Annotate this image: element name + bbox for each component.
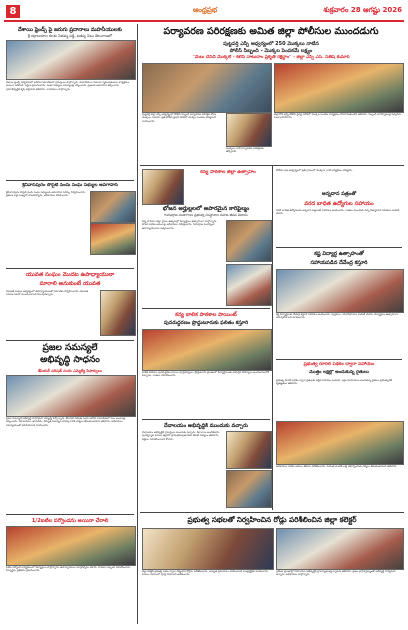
left-h4-sub: కేపియర్ పరిషత్ నందు ఎమ్మెల్యే సిఫార్సులు bbox=[38, 368, 102, 373]
top-story-body: పుట్టపర్తి జిల్లా ఎస్పీ ఆధ్వర్యంలో పోలీస్ సిబ్బంది పర్యావరణ పరిరక్షణ కోసం మొక్కలు నాటారు. ప్రతి పోలీస్ స్టేషన్ పరిధిలో మొక్కల పెంపకం చేపట్టాలని సూచించారు. bbox=[142, 113, 217, 123]
right-body-4: అధికారులు పథకం అమలు తీరును పరిశీలించారు. మరింత మందికి లబ్ధి చేకూర్చేందుకు చర్యలు తీసుకుంటామని తెలిపారు. bbox=[276, 465, 398, 468]
left-h2: శ్రీనివాసపురం సొసైటీ నందు సంఘ సభ్యుల అవగాహన bbox=[22, 183, 118, 188]
top-story-sub2: పోలీస్ సిబ్బంది - మొక్కల పెంపకమే లక్ష్యం bbox=[229, 48, 313, 54]
mid-photo-5 bbox=[226, 431, 272, 469]
right-h2b: సహాయపడిన దేవేంద్ర కస్తూరి bbox=[310, 260, 368, 266]
left-photo-4 bbox=[100, 290, 136, 336]
col-divider-right bbox=[272, 166, 273, 510]
mid-h1b: భోజన అర్హుల్లలలో అపారమైన కారిఫైల్మం bbox=[162, 206, 250, 212]
left-photo-2 bbox=[90, 191, 136, 223]
top-story-sub3: "మేలు చేసేది మొక్కలే - కలిసి నాటుదాం ప్రకృతి రక్షిద్దాం" - జిల్లా ఎస్పీ ఎస్. సతీష్ కుమార్ bbox=[192, 55, 350, 60]
left-sep-2 bbox=[6, 268, 134, 269]
top-story-headline: పర్యావరణ పరిరక్షణకు అమిత జిల్లా పోలీసుల ముందడుగు bbox=[163, 26, 379, 37]
page-number: 8 bbox=[9, 6, 17, 17]
right-sep-2 bbox=[276, 359, 402, 360]
bottom-body-1: జిల్లా కలెక్టర్ ప్రభుత్వ సభల ద్వారా నిర్మించిన రోడ్లను పరిశీలించారు. నాణ్యత ప్రమాణాలు పాటించాలని కాంట్రాక్టర్లకు సూచించారు. పనులు సకాలంలో పూర్తి చేయాలని ఆదేశించారు. bbox=[142, 570, 269, 577]
left-h3a: యువత సంఘం మొదట ఉపాధ్యాయులా bbox=[25, 272, 115, 278]
right-body-1: వరద బాధిత ఉద్యోగులకు అన్నదాన పత్రాలతో సహాయం అందించారు. దాతలు ముందుకు వచ్చి నిత్యావసర సరుకులు పంపిణీ చేశారు. bbox=[276, 209, 400, 216]
top-story-photo-small bbox=[226, 113, 272, 147]
left-photo-6 bbox=[6, 526, 136, 566]
mid-h3: దేవాలయం అభివృద్ధికి ముందుకు వచ్చారు bbox=[164, 423, 248, 429]
bottom-story-headline: ప్రభుత్వ సభలతో నిర్వహించిన రోడ్లు పరిశీలించిన జిల్లా కలెక్టర్ bbox=[187, 515, 357, 524]
left-sep-4 bbox=[6, 514, 134, 515]
top-story-body-3: జిల్లాలోని అన్ని పోలీస్ స్టేషన్ల పరిధిలో మొక్కల పెంపకం కార్యక్రమం కొనసాగుతుందని తెలిపారు. సిబ్బంది భాగస్వాములై పచ్చదనం పెంచాలని కోరారు. bbox=[274, 113, 402, 120]
mid-h1-sub: గురుపూజ సంతాగాలు ప్రభుత్వ సంస్థానాల సహజ జీవన విధానం bbox=[164, 213, 248, 217]
left-h4a: ప్రజల సమస్యలే bbox=[42, 343, 98, 353]
left-photo-5 bbox=[6, 375, 136, 417]
right-h3b: మొత్తం లక్షల్లో అందుకున్న రైతులు bbox=[309, 370, 369, 375]
bottom-story-rule bbox=[140, 512, 404, 513]
page-number-box bbox=[6, 5, 20, 18]
left-body-5: ఐటిల పర్వొండ కార్యక్రమంలో విద్యార్థులు పాల్గొన్నారు. ఉపాధ్యాయులు మార్గదర్శనం చేశారు. పాఠశాల సిబ్బంది సహకరించారు. విద్యార్థుల ప్రతిభను ప్రశంసించారు. bbox=[6, 566, 131, 573]
mid-photo-3 bbox=[226, 264, 272, 306]
bottom-photo-1 bbox=[142, 528, 274, 570]
left-h5: 1/2ఐటిల పర్వొండను అయినా చేరాలి bbox=[31, 518, 109, 524]
left-body-4: ప్రజల సమస్యలే అభివృద్ధి సాధనమని ఎమ్మెల్యే పేర్కొన్నారు. కేపియర్ పరిషత్ నందు జరిగిన సమావేశంలో పలు అంశాలపై చర్చించారు. రహదారులు, తాగునీరు, విద్యుత్ సమస్యల పరిష్కారానికి చర్యలు తీసుకుంటామని తెలిపారు. అధికారులు సమన్వయంతో పనిచేయాలని సూచించారు. bbox=[6, 417, 126, 427]
left-photo-3 bbox=[90, 223, 136, 255]
left-h1-sub: శ్రీ దర్గాలయాల కలశం సీతమ్మ పడ్డీ, ఐతప్ప పేటు తెలంగాణలో bbox=[27, 34, 113, 38]
mid-photo-2 bbox=[226, 220, 272, 262]
top-story-photo-left bbox=[142, 63, 272, 113]
mid-photo-1 bbox=[142, 169, 184, 205]
right-body-0: పోలీసు శాఖ ఆధ్వర్యంలో ప్రతి గ్రామంలో మొక్కలు నాటే కార్యక్రమం చేపట్టారు. bbox=[276, 169, 353, 172]
right-h1b: వరద బాధిత ఉద్యోగుల సహాయం bbox=[304, 201, 374, 207]
right-body-2: కష్ట విద్యార్థులకు దేవేంద్ర కస్తూరి సహాయం అందించారు. పుస్తకాలు, యూనిఫారాలు పంపిణీ చేశారు. విద్యార్థులు ఉత్సాహంగా చదువుకోవాలని సూచించారు. bbox=[276, 313, 399, 320]
right-sep-1 bbox=[276, 247, 402, 248]
bottom-body-2: గ్రామీణ ప్రాంతాల్లో రహదారుల అభివృద్ధికి ప్రాధాన్యత ఇస్తున్నామని తెలిపారు. ప్రజల భాగస్వామ్యంతో అభివృద్ధి సాధ్యమని అన్నారు. అధికారులు పాల్గొన్నారు. bbox=[276, 570, 396, 577]
header-rule bbox=[4, 20, 404, 22]
mid-h2a: కన్య బాలిక పాఠశాల పాయింట్ bbox=[175, 312, 237, 318]
mid-photo-4 bbox=[142, 329, 272, 371]
right-photo-2 bbox=[276, 421, 404, 465]
right-h2a: కష్ట విద్యార్ధ ఉత్సాహంతో bbox=[314, 251, 364, 257]
left-h3b: మారాలి అనుకుంటే యువత bbox=[39, 281, 101, 287]
right-body-3: ప్రభుత్వ రూరల్ పథకం ద్వారా రైతులకు ఆర్థిక సహాయం అందింది. లక్షల రూపాయలు అందుకున్న రైతులు ప్రభుత్వానికి కృతజ్ఞతలు తెలిపారు. bbox=[276, 379, 392, 386]
left-body-1: దేశాయి ఫ్రెండ్స్ నిర్వహణలో జరిగిన సమావేశంలో గ్రామస్తులు పాల్గొన్నారు. మహనీయుల సేవలను స్మరించుకుంటూ కార్యక్రమం ఘనంగా జరిగింది. పెద్దలు ప్రసంగించారు. సంఘ సభ్యులు సమస్యలపై చర్చించారు. ప్రజలకు అవగాహన కల్పించారు. గ్రామాభివృద్ధికి కృషి చేస్తామని తెలిపారు. నాయకులు పాల్గొన్నారు. bbox=[6, 81, 130, 91]
mid-sep-2 bbox=[142, 419, 270, 420]
mid-body-2: బాలిక పాఠశాల పునరుద్ధరణ పనులు పూర్తయ్యాయి. ప్రొద్దుటూరు ప్రాంతంలో విద్యార్థినులకు మెరుగైన సౌకర్యాలు అందుబాటులోకి వచ్చాయి. దాతలు సహకరించారు. bbox=[142, 371, 270, 378]
col-divider-left bbox=[137, 24, 138, 624]
mid-sep-1 bbox=[142, 308, 270, 309]
top-story-photo-right bbox=[274, 63, 404, 113]
mid-h1a: కన్య పాఠశాల జిల్లా ఉత్సాహం bbox=[200, 170, 256, 175]
masthead: ఆంధ్రప్రభ bbox=[192, 6, 218, 14]
left-body-3: యువత సంఘం ఆధ్వర్యంలో ఉపాధ్యాయులతో సమావేశం నిర్వహించారు. యువత సమాజ సేవలో ముందుండాలని పిలుపునిచ్చారు. bbox=[6, 290, 88, 297]
right-h1a: అన్నదాన పత్రంతో bbox=[321, 191, 357, 197]
right-photo-1 bbox=[276, 269, 404, 313]
mid-photo-6 bbox=[226, 470, 272, 508]
left-photo-1 bbox=[6, 40, 136, 80]
mid-body-1: కన్య పాఠశాల జిల్లా స్థాయి ఉత్సవాల్లో విద్యార్థులు ఉత్సాహంగా పాల్గొన్నారు. భోజన పథకం అమలుపై అధికారులు సమీక్షించారు. గురుపూజ సందర్భంగా ఉపాధ్యాయులను సత్కరించారు. bbox=[142, 220, 217, 230]
left-body-2: శ్రీనివాసపురం సొసైటీ నందు సంఘ సభ్యులకు అవగాహన సదస్సు నిర్వహించారు. రైతులు పెద్ద సంఖ్యలో హాజరయ్యారు. అధికారులు వివరించారు. bbox=[6, 191, 86, 198]
bottom-photo-2 bbox=[276, 528, 404, 570]
mid-h2b: పునరుద్ధరణం ప్రొద్దుటూరుకు ఫలితం కస్తూరి bbox=[163, 320, 249, 326]
left-h4b: అభివృద్ధి సాధనం bbox=[40, 355, 100, 365]
left-h1: దేశాయి ఫ్రెండ్స్ పై జరుగు ప్రదానాలు మహనీయులకు bbox=[18, 27, 122, 33]
mid-body-3: దేవాలయం అభివృద్ధికి గ్రామస్తులు ముందుకు వచ్చారు. విరాళాలు అందజేశారు. పునర్నిర్మాణ పనులు త్వరలో ప్రారంభమవుతాయని కమిటీ సభ్యులు తెలిపారు. భక్తులు సహకరించాలని కోరారు. bbox=[142, 431, 220, 441]
left-sep-1 bbox=[6, 180, 134, 181]
page-date: శుక్రవారం 28 ఆగష్టు 2026 bbox=[323, 6, 402, 14]
right-h3a: ప్రభుత్వ రూరల్ పథకం ద్వారా సహాయం bbox=[303, 362, 375, 367]
top-story-sub1: పుట్టపర్తి ఎస్పీ ఆధ్వర్యంలో 250 మొక్కలు నాటిన bbox=[223, 41, 319, 47]
top-story-body-2: మొక్కలు నాటి పర్యావరణ పరిరక్షణకు తోడ్పడాలి. bbox=[226, 147, 264, 154]
left-sep-3 bbox=[6, 340, 134, 341]
page-header bbox=[0, 0, 408, 22]
